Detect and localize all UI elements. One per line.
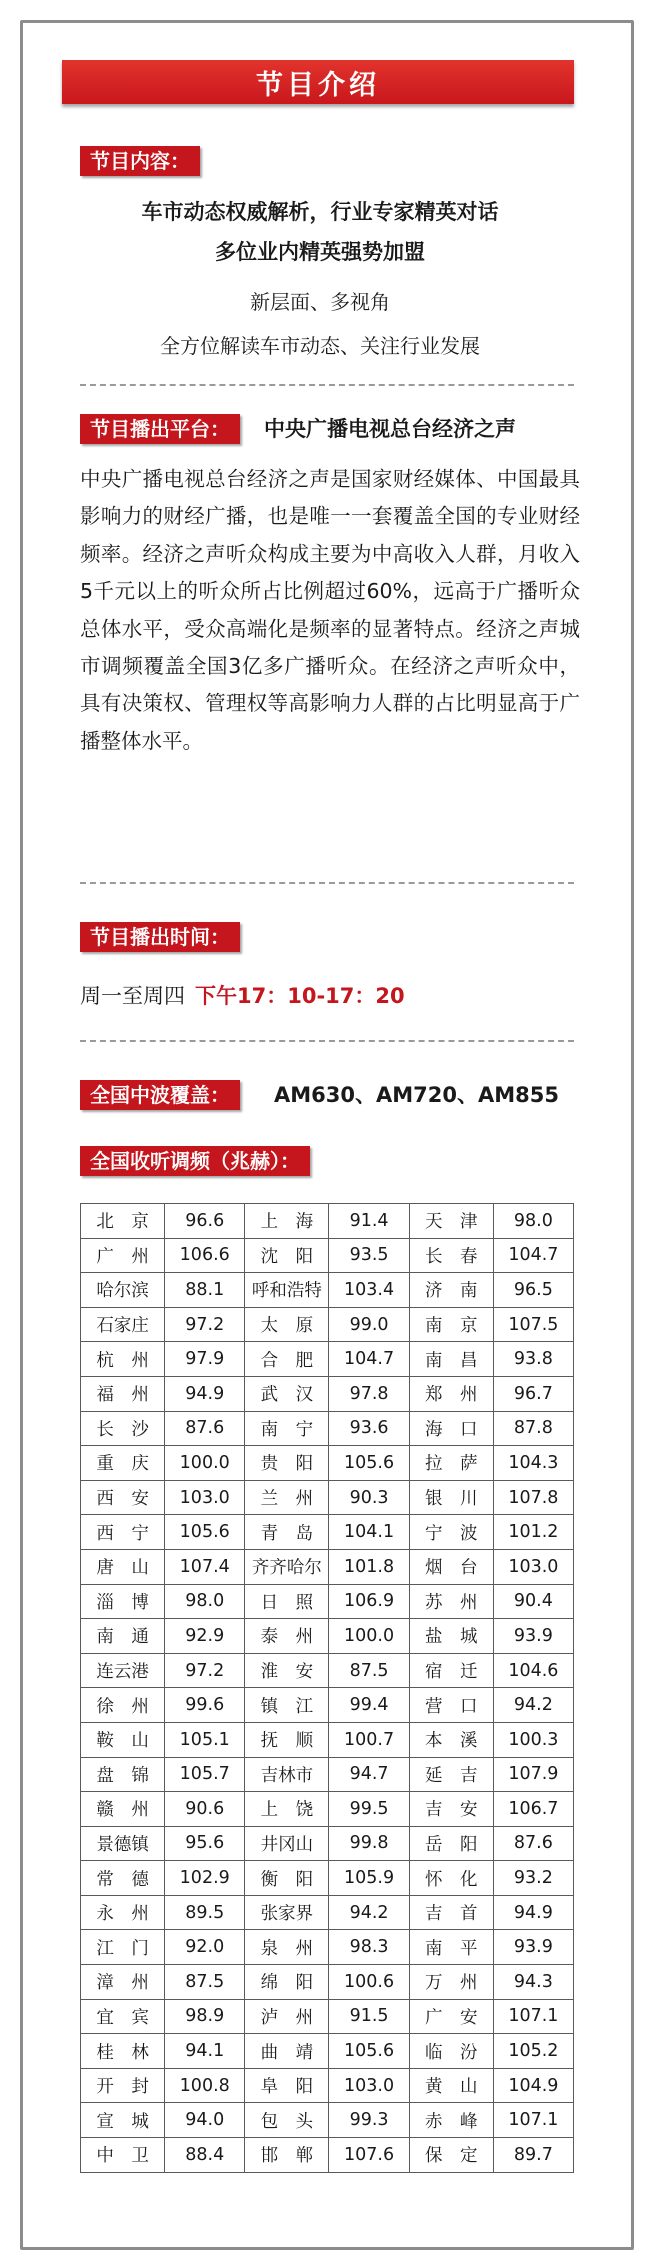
frequency-cell: 95.6 [165,1826,245,1861]
city-cell: 永 州 [81,1895,165,1930]
frequency-cell: 89.5 [165,1895,245,1930]
city-cell: 广 州 [81,1238,165,1273]
frequency-cell: 105.6 [329,2034,409,2069]
city-cell: 宁 波 [409,1515,493,1550]
frequency-cell: 99.0 [329,1307,409,1342]
frequency-cell: 87.5 [329,1653,409,1688]
city-cell: 西 宁 [81,1515,165,1550]
frequency-cell: 104.7 [493,1238,573,1273]
frequency-cell: 103.4 [329,1273,409,1308]
frequency-cell: 106.6 [165,1238,245,1273]
city-cell: 鞍 山 [81,1722,165,1757]
dashed-divider [80,384,574,386]
city-cell: 桂 林 [81,2034,165,2069]
city-cell: 淄 博 [81,1584,165,1619]
city-cell: 银 川 [409,1480,493,1515]
city-cell: 保 定 [409,2138,493,2173]
frequency-cell: 97.2 [165,1653,245,1688]
content-line-1: 车市动态权威解析，行业专家精英对话 [141,200,499,224]
table-row [81,1480,574,1515]
table-row [81,1411,574,1446]
frequency-cell: 99.8 [329,1826,409,1861]
city-cell: 吉 安 [409,1792,493,1827]
city-cell: 杭 州 [81,1342,165,1377]
table-row [81,1376,574,1411]
frequency-cell: 99.3 [329,2103,409,2138]
frequency-cell: 88.1 [165,1273,245,1308]
table-row [81,2034,574,2069]
frequency-cell: 107.5 [493,1307,573,1342]
frequency-cell: 105.7 [165,1757,245,1792]
city-cell: 营 口 [409,1688,493,1723]
city-cell: 石家庄 [81,1307,165,1342]
frequency-cell: 100.7 [329,1722,409,1757]
table-row [81,1861,574,1896]
schedule-time-line [80,980,405,1010]
frequency-cell: 87.5 [165,1965,245,2000]
city-cell: 延 吉 [409,1757,493,1792]
frequency-cell: 97.8 [329,1376,409,1411]
table-row [81,1757,574,1792]
frequency-cell: 97.2 [165,1307,245,1342]
city-cell: 泰 州 [245,1619,329,1654]
page-title: 节目介绍 [256,69,380,101]
city-cell: 黄 山 [409,2068,493,2103]
frequency-cell: 96.6 [165,1204,245,1239]
city-cell: 绵 阳 [245,1965,329,2000]
city-cell: 日 照 [245,1584,329,1619]
table-row [81,1307,574,1342]
frequency-cell: 94.0 [165,2103,245,2138]
city-cell: 镇 江 [245,1688,329,1723]
city-cell: 宣 城 [81,2103,165,2138]
frequency-cell: 106.7 [493,1792,573,1827]
city-cell: 太 原 [245,1307,329,1342]
frequency-cell: 104.9 [493,2068,573,2103]
city-cell: 青 岛 [245,1515,329,1550]
city-cell: 中 卫 [81,2138,165,2173]
city-cell: 宜 宾 [81,1999,165,2034]
city-cell: 赤 峰 [409,2103,493,2138]
frequency-cell: 94.2 [329,1895,409,1930]
city-cell: 衡 阳 [245,1861,329,1896]
frequency-cell: 100.0 [329,1619,409,1654]
frequency-cell: 90.6 [165,1792,245,1827]
city-cell: 南 京 [409,1307,493,1342]
city-cell: 连云港 [81,1653,165,1688]
platform-description: 中央广播电视总台经济之声是国家财经媒体、中国最具影响力的财经广播，也是唯一一套覆盖全国的专业财经频率。经济之声听众构成主要为中高收入人群，月收入5千元以上的听众所占比例超过60%，远高于广播听众总体水平，受众高端化是频率的显著特点。经济之声城市调频覆盖全国3亿多广播听众。在经济之声听众中，具有决策权、管理权等高影响力人群的占比明显高于广播整体水平。 [80,467,580,753]
table-row [81,1792,574,1827]
frequency-cell: 105.2 [493,2034,573,2069]
frequency-cell: 91.4 [329,1204,409,1239]
frequency-cell: 90.4 [493,1584,573,1619]
table-row [81,1238,574,1273]
frequency-cell: 87.6 [493,1826,573,1861]
frequency-cell: 89.7 [493,2138,573,2173]
frequency-cell: 93.2 [493,1861,573,1896]
city-cell: 怀 化 [409,1861,493,1896]
frequency-cell: 96.7 [493,1376,573,1411]
table-row [81,1446,574,1481]
city-cell: 齐齐哈尔 [245,1549,329,1584]
city-cell: 苏 州 [409,1584,493,1619]
frequency-cell: 94.3 [493,1965,573,2000]
city-cell: 合 肥 [245,1342,329,1377]
city-cell: 济 南 [409,1273,493,1308]
frequency-cell: 91.5 [329,1999,409,2034]
frequency-cell: 98.9 [165,1999,245,2034]
city-cell: 淮 安 [245,1653,329,1688]
frequency-cell: 92.0 [165,1930,245,1965]
frequency-cell: 87.6 [165,1411,245,1446]
frequency-cell: 94.2 [493,1688,573,1723]
city-cell: 郑 州 [409,1376,493,1411]
city-cell: 吉林市 [245,1757,329,1792]
city-cell: 吉 首 [409,1895,493,1930]
city-cell: 万 州 [409,1965,493,2000]
city-cell: 临 汾 [409,2034,493,2069]
am-frequencies: AM630、AM720、AM855 [274,1083,559,1107]
content-tag: 节目内容： [80,146,200,176]
frequency-cell: 107.8 [493,1480,573,1515]
city-cell: 上 海 [245,1204,329,1239]
schedule-time: 下午17：10-17：20 [195,984,405,1008]
frequency-cell: 100.3 [493,1722,573,1757]
frequency-cell: 92.9 [165,1619,245,1654]
city-cell: 拉 萨 [409,1446,493,1481]
frequency-cell: 93.9 [493,1930,573,1965]
frequency-cell: 98.3 [329,1930,409,1965]
frequency-cell: 105.6 [329,1446,409,1481]
frequency-cell: 103.0 [493,1549,573,1584]
city-cell: 邯 郸 [245,2138,329,2173]
city-cell: 盐 城 [409,1619,493,1654]
city-cell: 贵 阳 [245,1446,329,1481]
frequency-cell: 103.0 [165,1480,245,1515]
frequency-cell: 93.9 [493,1619,573,1654]
city-cell: 重 庆 [81,1446,165,1481]
city-cell: 哈尔滨 [81,1273,165,1308]
table-row [81,1999,574,2034]
content-line-4: 全方位解读车市动态、关注行业发展 [160,334,480,358]
frequency-cell: 104.1 [329,1515,409,1550]
city-cell: 江 门 [81,1930,165,1965]
frequency-cell: 104.7 [329,1342,409,1377]
fm-tag: 全国收听调频（兆赫）： [80,1146,310,1176]
content-line-2: 多位业内精英强势加盟 [215,240,425,264]
frequency-cell: 98.0 [165,1584,245,1619]
frequency-cell: 105.1 [165,1722,245,1757]
city-cell: 沈 阳 [245,1238,329,1273]
frequency-cell: 107.1 [493,2103,573,2138]
city-cell: 包 头 [245,2103,329,2138]
table-row [81,1930,574,1965]
frequency-cell: 96.5 [493,1273,573,1308]
frequency-cell: 97.9 [165,1342,245,1377]
city-cell: 长 沙 [81,1411,165,1446]
city-cell: 岳 阳 [409,1826,493,1861]
platform-tag: 节目播出平台： [80,414,240,444]
city-cell: 上 饶 [245,1792,329,1827]
frequency-cell: 107.4 [165,1549,245,1584]
city-cell: 抚 顺 [245,1722,329,1757]
city-cell: 福 州 [81,1376,165,1411]
frequency-cell: 107.6 [329,2138,409,2173]
city-cell: 泉 州 [245,1930,329,1965]
city-cell: 武 汉 [245,1376,329,1411]
frequency-cell: 100.0 [165,1446,245,1481]
frequency-cell: 104.3 [493,1446,573,1481]
frequency-cell: 106.9 [329,1584,409,1619]
fm-frequency-table [80,1203,574,2173]
city-cell: 呼和浩特 [245,1273,329,1308]
table-row [81,1584,574,1619]
am-tag: 全国中波覆盖： [80,1080,240,1110]
city-cell: 长 春 [409,1238,493,1273]
dashed-divider [80,1040,574,1042]
frequency-cell: 101.2 [493,1515,573,1550]
frequency-cell: 94.1 [165,2034,245,2069]
table-row [81,1722,574,1757]
table-row [81,1653,574,1688]
frequency-cell: 104.6 [493,1653,573,1688]
city-cell: 唐 山 [81,1549,165,1584]
frequency-cell: 99.5 [329,1792,409,1827]
city-cell: 宿 迁 [409,1653,493,1688]
frequency-cell: 93.5 [329,1238,409,1273]
table-row [81,2138,574,2173]
table-row [81,1619,574,1654]
table-row [81,1204,574,1239]
table-row [81,1688,574,1723]
city-cell: 北 京 [81,1204,165,1239]
frequency-cell: 94.9 [165,1376,245,1411]
city-cell: 常 德 [81,1861,165,1896]
table-row [81,1515,574,1550]
frequency-cell: 105.6 [165,1515,245,1550]
table-row [81,1549,574,1584]
city-cell: 曲 靖 [245,2034,329,2069]
table-row [81,1965,574,2000]
city-cell: 广 安 [409,1999,493,2034]
frequency-cell: 107.1 [493,1999,573,2034]
frequency-cell: 100.6 [329,1965,409,2000]
frequency-cell: 87.8 [493,1411,573,1446]
frequency-cell: 98.0 [493,1204,573,1239]
schedule-tag: 节目播出时间： [80,922,240,952]
frequency-cell: 100.8 [165,2068,245,2103]
city-cell: 南 宁 [245,1411,329,1446]
page-title-banner [62,60,574,104]
city-cell: 天 津 [409,1204,493,1239]
city-cell: 张家界 [245,1895,329,1930]
frequency-cell: 99.4 [329,1688,409,1723]
frequency-cell: 94.9 [493,1895,573,1930]
frequency-cell: 93.6 [329,1411,409,1446]
city-cell: 漳 州 [81,1965,165,2000]
schedule-days: 周一至周四 [80,984,185,1008]
frequency-cell: 107.9 [493,1757,573,1792]
city-cell: 本 溪 [409,1722,493,1757]
table-row [81,1273,574,1308]
frequency-cell: 102.9 [165,1861,245,1896]
table-row [81,1342,574,1377]
frequency-cell: 101.8 [329,1549,409,1584]
table-row [81,1895,574,1930]
table-row [81,2068,574,2103]
city-cell: 烟 台 [409,1549,493,1584]
table-row [81,2103,574,2138]
frequency-cell: 90.3 [329,1480,409,1515]
frequency-cell: 88.4 [165,2138,245,2173]
city-cell: 兰 州 [245,1480,329,1515]
city-cell: 井冈山 [245,1826,329,1861]
city-cell: 赣 州 [81,1792,165,1827]
city-cell: 开 封 [81,2068,165,2103]
city-cell: 南 昌 [409,1342,493,1377]
frequency-cell: 99.6 [165,1688,245,1723]
frequency-cell: 94.7 [329,1757,409,1792]
platform-name: 中央广播电视总台经济之声 [264,417,516,441]
city-cell: 盘 锦 [81,1757,165,1792]
content-line-3: 新层面、多视角 [250,290,390,314]
frequency-cell: 93.8 [493,1342,573,1377]
city-cell: 南 通 [81,1619,165,1654]
city-cell: 海 口 [409,1411,493,1446]
city-cell: 西 安 [81,1480,165,1515]
fm-table-body [81,1204,574,2173]
city-cell: 泸 州 [245,1999,329,2034]
table-row [81,1826,574,1861]
city-cell: 阜 阳 [245,2068,329,2103]
frequency-cell: 105.9 [329,1861,409,1896]
dashed-divider [80,882,574,884]
frequency-cell: 103.0 [329,2068,409,2103]
city-cell: 南 平 [409,1930,493,1965]
city-cell: 徐 州 [81,1688,165,1723]
city-cell: 景德镇 [81,1826,165,1861]
